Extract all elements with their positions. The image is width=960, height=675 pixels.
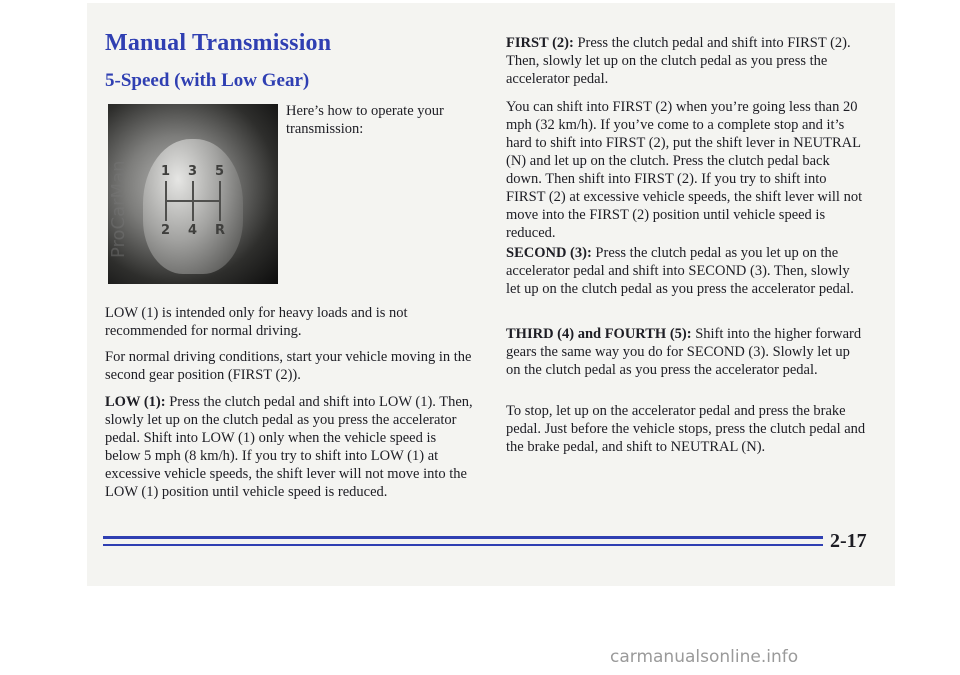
gear-digit: 1	[161, 164, 171, 179]
shift-pattern-line	[165, 200, 221, 202]
shift-knob	[143, 139, 243, 274]
page-number: 2-17	[830, 530, 867, 552]
third-fourth-gear-label: THIRD (4) and FOURTH (5):	[506, 326, 692, 342]
first-gear-instructions	[506, 34, 866, 88]
intro-text: Here’s how to operate your transmission:	[286, 103, 444, 137]
first-gear-label: FIRST (2):	[506, 35, 574, 51]
site-watermark: carmanualsonline.info	[610, 647, 799, 667]
third-fourth-gear-text: Shift into the higher forward gears the same way you do for SECOND (3). Slowly let up on the clutch pedal as you press the accelerator pedal.	[506, 326, 862, 378]
low-gear-text: Press the clutch pedal and shift into LOW (1). Then, slowly let up on the clutch pedal as you press the accelerator pedal. Shift into LOW (1) only when the vehicle speed is below 5 mph (8 km/h). If you try to shift into LOW (1) at excessive vehicle speeds, the shift lever will not move into the LOW (1) position until vehicle speed is reduced.	[105, 394, 473, 500]
second-gear-text: Press the clutch pedal as you let up on the accelerator pedal and shift into SECOND (3). Then, slowly let up on the clutch pedal as you press the accelerator pedal.	[506, 245, 854, 297]
third-fourth-gear-instructions	[506, 325, 866, 379]
first-gear-details: You can shift into FIRST (2) when you’re going less than 20 mph (32 km/h). If you’ve come to a complete stop and it’s hard to shift into FIRST (2), put the shift lever in NEUTRAL (N) and let up on the clutch. Press the clutch pedal back down. Then shift into FIRST (2). If you try to shift into FIRST (2) at excessive vehicle speeds, the shift lever will not move into the FIRST (2) position until vehicle speed is reduced.	[506, 99, 863, 241]
page-title: Manual Transmission	[105, 30, 332, 56]
gear-digit: R	[215, 223, 226, 238]
footer-rule	[103, 536, 823, 539]
second-gear-label: SECOND (3):	[506, 245, 592, 261]
gear-digit: 4	[188, 223, 198, 238]
low-gear-instructions	[105, 393, 475, 501]
gear-digit: 5	[215, 164, 225, 179]
stopping-instructions: To stop, let up on the accelerator pedal and press the brake pedal. Just before the vehicle stops, press the clutch pedal and the brake pedal, and shift to NEUTRAL (N).	[506, 403, 866, 455]
gear-digit: 3	[188, 164, 198, 179]
gear-digit: 2	[161, 223, 171, 238]
normal-driving-note: For normal driving conditions, start your vehicle moving in the second gear position (FIRST (2)).	[105, 349, 472, 383]
low-gear-label: LOW (1):	[105, 394, 166, 410]
first-gear-text: Press the clutch pedal and shift into FIRST (2). Then, slowly let up on the clutch pedal as you press the accelerator pedal.	[506, 35, 851, 87]
shift-knob-photo	[108, 104, 278, 284]
side-watermark: ProCarMan	[108, 160, 129, 258]
second-gear-instructions	[506, 244, 866, 298]
footer-rule	[103, 544, 823, 546]
low-gear-note: LOW (1) is intended only for heavy loads and is not recommended for normal driving.	[105, 305, 408, 339]
section-subtitle: 5-Speed (with Low Gear)	[105, 70, 310, 91]
